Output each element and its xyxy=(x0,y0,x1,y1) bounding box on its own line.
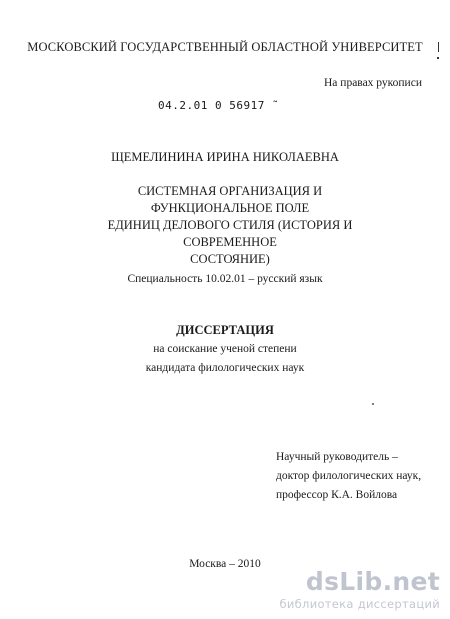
margin-mark-dot xyxy=(437,57,439,59)
watermark-subtitle: библиотека диссертаций xyxy=(279,597,440,611)
university-name: МОСКОВСКИЙ ГОСУДАРСТВЕННЫЙ ОБЛАСТНОЙ УНИВЕРСИТЕТ xyxy=(27,40,423,54)
supervisor-block xyxy=(276,448,421,505)
supervisor-name: профессор К.А. Войлова xyxy=(276,489,398,501)
margin-mark xyxy=(438,42,439,52)
title-line: ЕДИНИЦ ДЕЛОВОГО СТИЛЯ (ИСТОРИЯ И СОВРЕМЕННОЕ xyxy=(107,218,353,249)
author-name: ЩЕМЕЛИНИНА ИРИНА НИКОЛАЕВНА xyxy=(111,150,339,164)
supervisor-role: Научный руководитель – xyxy=(276,451,398,463)
city-year: Москва – 2010 xyxy=(189,558,261,570)
document-number: 04.2.01 0 56917 ˜ xyxy=(158,99,280,112)
watermark xyxy=(272,568,444,614)
manuscript-note: На правах рукописи xyxy=(324,77,422,89)
dissertation-purpose: на соискание ученой степени xyxy=(153,343,297,355)
title-line: СИСТЕМНАЯ ОРГАНИЗАЦИЯ И ФУНКЦИОНАЛЬНОЕ ПОЛЕ xyxy=(137,184,323,215)
supervisor-degree: доктор филологических наук, xyxy=(276,470,422,482)
dissertation-type: ДИССЕРТАЦИЯ xyxy=(176,323,274,337)
title-line: СОСТОЯНИЕ) xyxy=(190,252,270,266)
dissertation-degree: кандидата филологических наук xyxy=(145,362,305,374)
stray-dot xyxy=(372,403,374,405)
dissertation-title xyxy=(80,183,380,268)
specialty: Специальность 10.02.01 – русский язык xyxy=(127,273,323,285)
watermark-logo: dsLib.net xyxy=(305,567,440,596)
